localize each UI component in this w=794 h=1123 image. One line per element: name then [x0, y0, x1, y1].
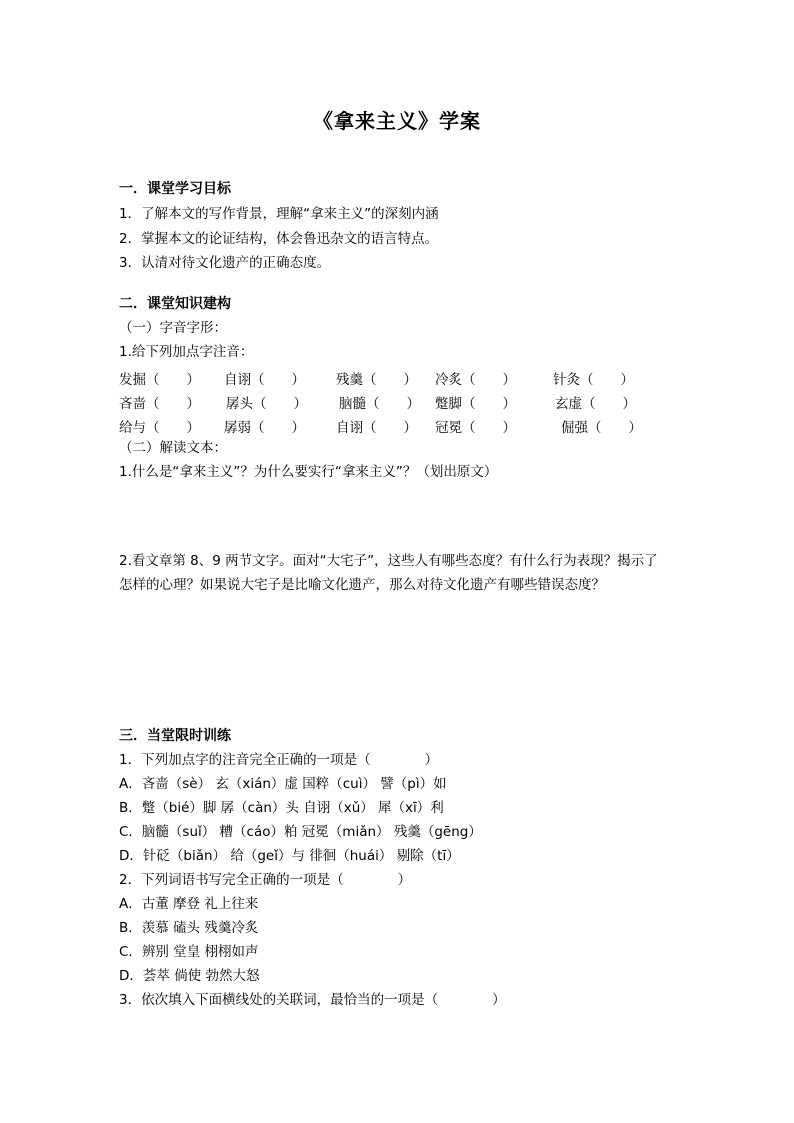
section2-sub1: （一）字音字形：: [119, 320, 227, 336]
exercise-line: D．荟萃 倘使 勃然大怒: [119, 968, 260, 984]
exercise-line: C．脑髓（suǐ） 糟（cáo）粕 冠冕（miǎn） 残羹（gēng）: [119, 824, 482, 840]
pinyin-item: 冷炙（ ）: [435, 372, 516, 388]
section3-heading: 三．当堂限时训练: [119, 728, 231, 744]
pinyin-item: 自诩（ ）: [224, 372, 305, 388]
section1-heading: 一．课堂学习目标: [119, 181, 231, 197]
pinyin-item: 蹩脚（ ）: [435, 396, 516, 412]
pinyin-item: 冠冕（ ）: [435, 420, 516, 436]
exercise-line: A．古董 摩登 礼上往来: [119, 896, 259, 912]
pinyin-row-1: [119, 368, 679, 386]
section1-item-2: 2．掌握本文的论证结构，体会鲁迅杂文的语言特点。: [119, 231, 439, 247]
exercise-line: A．吝啬（sè） 玄（xián）虚 国粹（cuì） 譬（pì）如: [119, 776, 447, 792]
section2-q2: 1.什么是“拿来主义”？为什么要实行“拿来主义”？（划出原文）: [119, 464, 498, 480]
pinyin-item: 孱弱（ ）: [224, 420, 305, 436]
exercise-line: 3．依次填入下面横线处的关联词，最恰当的一项是（ ）: [119, 992, 506, 1008]
exercise-line: B．羡慕 磕头 残羹冷炙: [119, 920, 259, 936]
pinyin-item: 吝啬（ ）: [119, 396, 200, 412]
pinyin-row-3: [119, 416, 679, 434]
section2-sub2: （二）解读文本：: [119, 440, 227, 456]
section1-item-3: 3．认清对待文化遗产的正确态度。: [119, 255, 331, 271]
pinyin-item: 针灸（ ）: [553, 372, 634, 388]
pinyin-item: 自诩（ ）: [336, 420, 417, 436]
pinyin-item: 孱头（ ）: [226, 396, 307, 412]
section2-heading: 二．课堂知识建构: [119, 296, 231, 312]
pinyin-item: 倔强（ ）: [561, 420, 642, 436]
section2-q1: 1.给下列加点字注音：: [119, 344, 254, 360]
section1-item-1: 1．了解本文的写作背景，理解“拿来主义”的深刻内涵: [119, 206, 439, 222]
section2-q3-line2: 怎样的心理？如果说大宅子是比喻文化遗产，那么对待文化遗产有哪些错误态度？: [119, 577, 605, 593]
exercise-line: 1．下列加点字的注音完全正确的一项是（ ）: [119, 752, 439, 768]
pinyin-row-2: [119, 392, 679, 410]
exercise-line: D．针砭（biǎn） 给（geǐ）与 徘徊（huái） 剔除（tī）: [119, 848, 460, 864]
pinyin-item: 残羹（ ）: [336, 372, 417, 388]
pinyin-item: 发掘（ ）: [119, 372, 200, 388]
pinyin-item: 给与（ ）: [119, 420, 200, 436]
exercise-line: 2．下列词语书写完全正确的一项是（ ）: [119, 872, 412, 888]
exercise-line: C．辨别 堂皇 栩栩如声: [119, 944, 259, 960]
page-title: 《拿来主义》学案: [313, 109, 481, 133]
pinyin-item: 玄虚（ ）: [555, 396, 636, 412]
section2-q3-line1: 2.看文章第 8、9 两节文字。面对“大宅子”，这些人有哪些态度？有什么行为表现？揭示了: [119, 553, 658, 569]
exercise-line: B．蹩（bié）脚 孱（càn）头 自诩（xǔ） 犀（xī）利: [119, 800, 444, 816]
pinyin-item: 脑髓（ ）: [339, 396, 420, 412]
